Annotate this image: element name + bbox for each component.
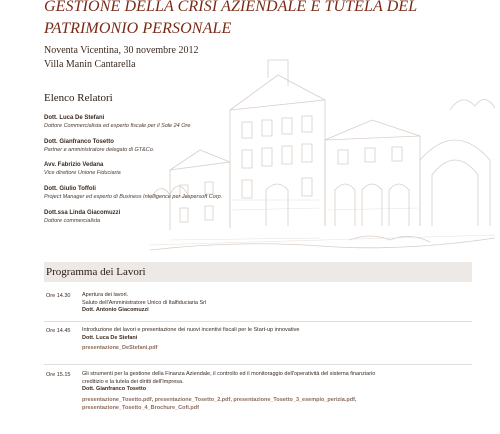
speaker-name: Dott. Luca De Stefani — [44, 115, 105, 121]
page-title: GESTIONE DELLA CRISI AZIENDALE E TUTELA DEL PATRIMONIO PERSONALE — [44, 0, 417, 37]
file-link-tosetto-4-pdf[interactable]: presentazione_Tosetto_4_Brochure_Cofi.pdf — [82, 405, 199, 411]
program-time: Ore 14.45 — [46, 328, 71, 334]
event-date: Noventa Vicentina, 30 novembre 2012 — [44, 45, 199, 56]
speaker-name: Dott. Gianfranco Tosetto — [44, 139, 114, 145]
program-heading-band — [44, 262, 472, 282]
file-link-destefani-pdf[interactable]: presentazione_DeStefani.pdf — [82, 345, 158, 351]
speaker-item — [44, 185, 222, 201]
speaker-item — [44, 209, 120, 225]
program-content — [82, 292, 467, 315]
file-link-tosetto-3-pdf[interactable]: presentazione_Tosetto_3_esempio_perizia.pdf, — [233, 396, 357, 403]
program-content — [82, 371, 467, 414]
speaker-role: Vice direttore Unione Fiduciaria — [44, 170, 121, 176]
program-speaker: Dott. Antonio Giacomuzzi — [82, 307, 149, 313]
villa-sketch-image — [150, 50, 495, 255]
speaker-role: Dottore commercialista — [44, 218, 101, 224]
file-link-tosetto-2-pdf[interactable]: presentazione_Tosetto_2.pdf, — [154, 396, 232, 403]
program-description: Saluto dell'Amministratore Unico di Italfiduciaria Srl — [82, 299, 207, 306]
speakers-heading: Elenco Relatori — [44, 92, 113, 104]
program-speaker: Dott. Luca De Stefani — [82, 334, 138, 341]
program-time: Ore 15.15 — [46, 372, 71, 378]
speaker-item — [44, 114, 190, 130]
speaker-role: Dottore Commercialista ed esperto fiscale per il Sole 24 Ore — [44, 123, 191, 129]
speaker-item — [44, 161, 121, 177]
program-time: Ore 14.30 — [46, 293, 71, 299]
program-description: creditizio e la tutela dei diritti dell'Impresa. — [82, 378, 184, 385]
file-links — [82, 345, 467, 353]
speaker-role: Project Manager ed esperto di Business Intelligence per Jaspersoft Corp. — [44, 194, 223, 200]
file-links — [82, 397, 467, 413]
speaker-role: Partner e amministratore delegato di GT&Co. — [44, 147, 155, 153]
event-venue: Villa Manin Cantarella — [44, 59, 136, 70]
row-divider — [44, 364, 472, 365]
speaker-name: Dott. Giulio Toffoli — [44, 186, 96, 192]
program-description: Introduzione dei lavori e presentazione dei nuovi incentivi fiscali per le Start-up innovative — [82, 327, 300, 333]
program-heading: Programma dei Lavori — [46, 266, 146, 278]
speaker-item — [44, 138, 154, 154]
program-speaker: Dott. Gianfranco Tosetto — [82, 386, 147, 392]
row-divider — [44, 321, 472, 322]
speaker-name: Dott.ssa Linda Giacomuzzi — [44, 210, 121, 216]
program-content — [82, 327, 467, 354]
program-description: Apertura dei lavori. — [82, 292, 129, 298]
program-description: Gli strumenti per la gestione della Finanza Aziendale, il controllo ed il monitoraggio dell'operatività del sistema finanziario — [82, 371, 376, 377]
speaker-name: Avv. Fabrizio Vedana — [44, 162, 104, 168]
file-link-tosetto-pdf[interactable]: presentazione_Tosetto.pdf, — [82, 396, 154, 403]
